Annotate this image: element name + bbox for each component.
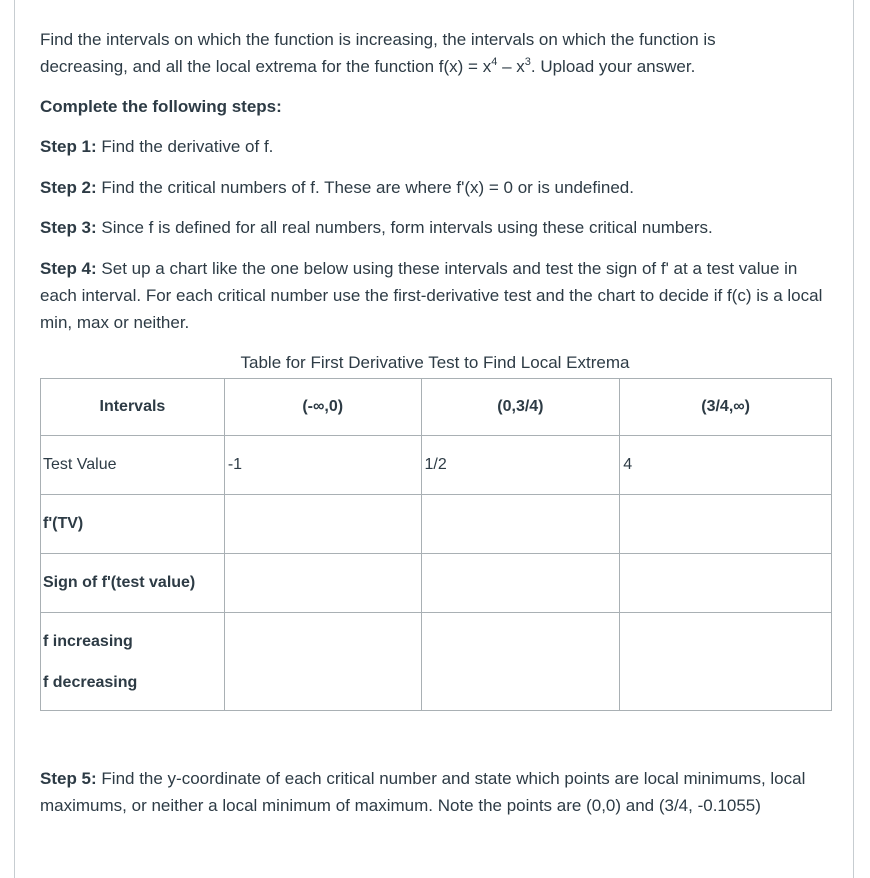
header-interval-1: (-∞,0) — [224, 379, 421, 436]
table-header-row — [41, 379, 832, 436]
first-derivative-table — [40, 378, 832, 711]
step-4: Step 4: Set up a chart like the one below using these intervals and test the sign of f' at a test value in each interval. For each critical number use the first-derivative test and the chart to decide if f(c) is a local min, max or neither. — [40, 259, 823, 332]
step-1: Step 1: Find the derivative of f. — [40, 137, 274, 156]
row-label-test-value: Test Value — [41, 436, 225, 495]
test-value-cell: 4 — [620, 436, 832, 495]
label-f-decreasing: f decreasing — [43, 673, 138, 691]
empty-cell — [224, 554, 421, 613]
header-intervals: Intervals — [41, 379, 225, 436]
row-label-fprime: f'(TV) — [41, 495, 225, 554]
table-caption: Table for First Derivative Test to Find Local Extrema — [240, 353, 630, 372]
empty-cell — [620, 554, 832, 613]
table-row-inc-dec — [41, 613, 832, 711]
table-row-test-value — [41, 436, 832, 495]
table-row-sign — [41, 554, 832, 613]
header-interval-3: (3/4,∞) — [620, 379, 832, 436]
empty-cell — [620, 613, 832, 711]
header-interval-2: (0,3/4) — [421, 379, 620, 436]
step-2: Step 2: Find the critical numbers of f. These are where f'(x) = 0 or is undefined. — [40, 178, 634, 197]
test-value-cell: -1 — [224, 436, 421, 495]
intro-text: Find the intervals on which the function is increasing, the intervals on which the function is decreasing, and all the local extrema for the function $f(x) = x^4 - x^3$. Upload your answer. — [40, 30, 716, 76]
table-row-fprime — [41, 495, 832, 554]
complete-steps-heading: Complete the following steps: — [40, 97, 282, 116]
row-label-inc-dec — [41, 613, 225, 711]
label-f-increasing: f increasing — [43, 632, 133, 650]
empty-cell — [421, 495, 620, 554]
row-label-sign: Sign of f'(test value) — [41, 554, 225, 613]
test-value-cell: 1/2 — [421, 436, 620, 495]
step-3: Step 3: Since f is defined for all real numbers, form intervals using these critical numbers. — [40, 218, 713, 237]
empty-cell — [224, 495, 421, 554]
empty-cell — [421, 554, 620, 613]
empty-cell — [421, 613, 620, 711]
empty-cell — [620, 495, 832, 554]
empty-cell — [224, 613, 421, 711]
step-5: Step 5: Find the y-coordinate of each critical number and state which points are local minimums, local maximums, or neither a local minimum of maximum. Note the points are (0,0) and (3/4, -0.1055) — [40, 769, 806, 815]
